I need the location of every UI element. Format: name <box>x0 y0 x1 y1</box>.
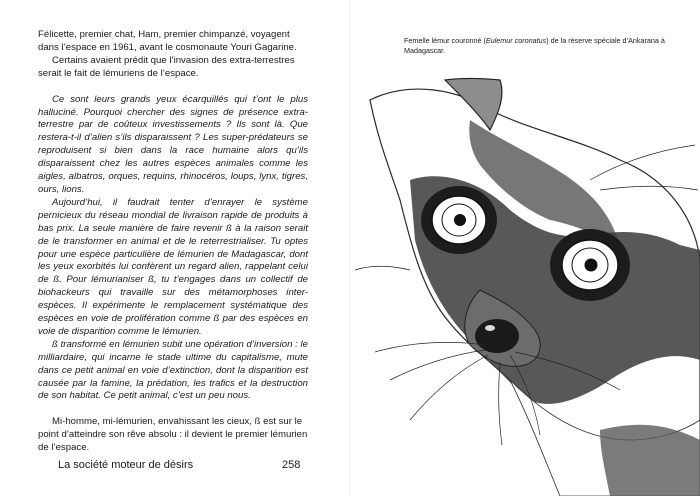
lemur-neck-dark-fur <box>600 425 700 496</box>
running-footer-title: La société moteur de désirs <box>58 459 194 471</box>
caption-text-start: Femelle lémur couronné ( <box>404 36 486 45</box>
body-text <box>38 29 308 455</box>
paragraph-2: Certains avaient prédit que l’invasion des extra-terrestres serait le fait de lémuriens de l’espace. <box>38 54 295 79</box>
lemur-nose-highlight <box>485 325 495 331</box>
paragraph-6: Mi-homme, mi-lémurien, envahissant les cieux, ß est sur le point d’atteindre son rêve absolu : il devient le premier lémurien de l’espace. <box>38 416 308 454</box>
caption-text-end: ) de la réserve spéciale d’Ankarana à Madagascar. <box>404 36 665 55</box>
paragraph-4: Aujourd’hui, il faudrait tenter d’enrayer le système pernicieux du réseau mondial de livraison rapide de produits à bas prix. La seule manière de faire revenir ß à la raison serait de le transformer en animal et de le reterrestrialiser. Tu optes pour une espèce particulière de lémurien de Madagascar, dont les yeux exorbités lui confèrent un regard alien, rappelant celui de ß. Pour lémurianiser ß, tu t’engages dans un collectif de biohackeurs qui travaille sur des métamorphoses inter-espèces. Il expérimente le remplacement systématique des espèces en voie de prolifération comme ß par des espèces en voie de disparition comme le lémurien. <box>38 196 308 337</box>
lemur-nose <box>475 319 519 353</box>
caption-species-name: Eulemur coronatus <box>485 36 547 45</box>
page-number: 258 <box>282 459 301 471</box>
paragraph-1: Félicette, premier chat, Ham, premier chimpanzé, voyagent dans l’espace en 1961, avant le cosmonaute Youri Gagarine. <box>38 29 297 53</box>
paragraph-5: ß transformé en lémurien subit une opération d’inversion : le milliardaire, qui incarne le stade ultime du capitalisme, mute dans ce petit animal en voie d’extinction, dont la disparition est causée par la famine, la prédation, les trafics et la destruction de son habitat. Ce petit animal, c’est un peu nous. <box>38 338 308 402</box>
lemur-right-pupil <box>585 259 598 272</box>
lemur-drawing <box>350 60 700 496</box>
figure-caption <box>404 36 669 56</box>
lemur-left-pupil <box>454 214 466 226</box>
paragraph-3: Ce sont leurs grands yeux écarquillés qui t’ont le plus halluciné. Pourquoi chercher des signes de présence extra-terrestre par de coûteux investissements ? Ils sont là. Que restera-t-il d’alien s’ils disparaissent ? Les super-prédateurs se reproduisent si bien dans la race humaine alors qu’ils disparaissent chez les autres espèces animales comme les aigles, albatros, orques, requins, rhinocéros, loups, lynx, tigres, ours, lions. <box>38 93 308 195</box>
